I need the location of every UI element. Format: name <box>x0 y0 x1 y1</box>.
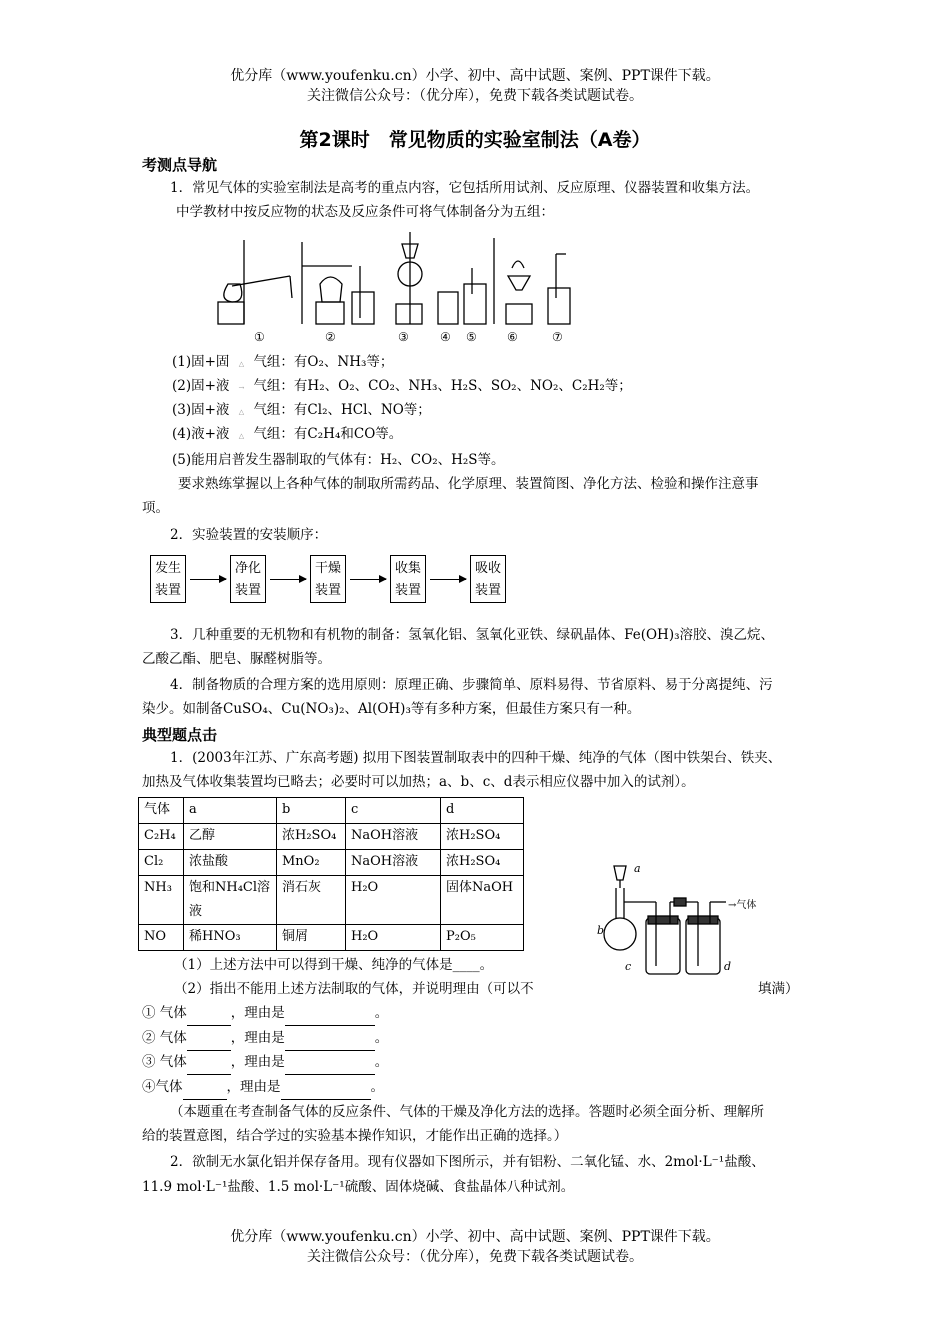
table-cell: 饱和NH₄Cl溶液 <box>184 876 277 925</box>
para-6a: 要求熟练掌握以上各种气体的制取所需药品、化学原理、装置简图、净化方法、检验和操作注意事 <box>178 476 759 492</box>
group-1-condition: △ <box>238 360 245 368</box>
answer-blank-gas[interactable] <box>187 1001 231 1026</box>
apparatus-label-4: ④ <box>440 330 451 344</box>
para-9a: 4．制备物质的合理方案的选用原则：原理正确、步骤简单、原料易得、节省原料、易于分离提纯、污 <box>170 677 773 693</box>
group-5: (5)能用启普发生器制取的气体有：H₂、CO₂、H₂S等。 <box>172 452 505 468</box>
gas-apparatus-figure <box>210 228 590 346</box>
table-cell: MnO₂ <box>277 850 346 876</box>
table-cell: H₂O <box>346 925 441 951</box>
section-heading-typical: 典型题点击 <box>142 726 218 744</box>
question-1-part-1: （1）上述方法中可以得到干燥、纯净的气体是____。 <box>174 957 494 973</box>
figure-label-d: d <box>724 960 732 973</box>
table-header-row <box>139 798 524 824</box>
table-header: d <box>441 798 524 824</box>
apparatus-label-7: ⑦ <box>552 330 563 344</box>
para-2: 中学教材中按反应物的状态及反应条件可将气体制备分为五组： <box>176 204 554 220</box>
table-header: b <box>277 798 346 824</box>
answer-blank-gas[interactable] <box>187 1050 231 1075</box>
flow-arrow <box>430 579 466 580</box>
header-line-1: 优分库（www.youfenku.cn）小学、初中、高中试题、案例、PPT课件下载。 <box>230 68 720 84</box>
table-row <box>139 850 524 876</box>
question-2a: 2．欲制无水氯化铝并保存备用。现有仪器如下图所示，并有铝粉、二氧化锰、水、2mol·L⁻¹盐酸、 <box>170 1154 765 1170</box>
table-header: c <box>346 798 441 824</box>
flow-box-purification: 净化 装置 <box>230 555 266 603</box>
table-cell: 浓盐酸 <box>184 850 277 876</box>
page-title: 第2课时 常见物质的实验室制法（A卷） <box>299 129 651 151</box>
group-3-prefix: (3)固+液 <box>172 402 230 418</box>
flow-arrow <box>350 579 386 580</box>
apparatus-label-6: ⑥ <box>507 330 518 344</box>
table-cell: NaOH溶液 <box>346 850 441 876</box>
question-1-part-2-end: 填满） <box>758 981 799 997</box>
apparatus-label-5: ⑤ <box>466 330 477 344</box>
table-cell: 浓H₂SO₄ <box>441 850 524 876</box>
apparatus-label-3: ③ <box>398 330 409 344</box>
group-1-text: 气组：有O₂、NH₃等； <box>253 354 394 370</box>
figure-label-gas: →气体 <box>728 900 757 911</box>
group-3-condition: △ <box>238 408 245 416</box>
table-cell: C₂H₄ <box>139 824 184 850</box>
table-cell: NO <box>139 925 184 951</box>
table-cell: 乙醇 <box>184 824 277 850</box>
table-header: 气体 <box>139 798 184 824</box>
answer-blank-gas[interactable] <box>183 1075 227 1100</box>
table-row <box>139 925 524 951</box>
figure-label-a: a <box>634 862 641 875</box>
table-cell: H₂O <box>346 876 441 925</box>
table-header: a <box>184 798 277 824</box>
group-2-prefix: (2)固+液 <box>172 378 230 394</box>
table-cell: NH₃ <box>139 876 184 925</box>
group-2-condition: → <box>238 384 245 392</box>
table-cell: 消石灰 <box>277 876 346 925</box>
apparatus-label-1: ① <box>254 330 265 344</box>
flow-box-absorption: 吸收 装置 <box>470 555 506 603</box>
note-a: （本题重在考查制备气体的反应条件、气体的干燥及净化方法的选择。答题时必须全面分析、理解所 <box>170 1104 764 1120</box>
flow-arrow <box>190 579 226 580</box>
question-1b: 加热及气体收集装置均已略去；必要时可以加热；a、b、c、d表示相应仪器中加入的试剂）。 <box>142 774 695 790</box>
flow-box-drying: 干燥 装置 <box>310 555 346 603</box>
answer-blank-reason[interactable] <box>285 1026 375 1051</box>
group-1-prefix: (1)固+固 <box>172 354 230 370</box>
group-4-text: 气组：有C₂H₄和CO等。 <box>253 426 403 442</box>
answer-blank-reason[interactable] <box>285 1050 375 1075</box>
figure-label-c: c <box>625 960 632 973</box>
group-2 <box>172 374 632 400</box>
para-9b: 染少。如制备CuSO₄、Cu(NO₃)₂、Al(OH)₃等有多种方案，但最佳方案只有一种。 <box>142 701 641 717</box>
table-cell: NaOH溶液 <box>346 824 441 850</box>
answer-line-4: ④气体 ，理由是 。 <box>142 1075 384 1100</box>
group-4-prefix: (4)液+液 <box>172 426 230 442</box>
answer-blank-reason[interactable] <box>285 1001 375 1026</box>
group-3 <box>172 398 431 424</box>
flow-box-collection: 收集 装置 <box>390 555 426 603</box>
question-1a: 1．(2003年江苏、广东高考题) 拟用下图装置制取表中的四种干燥、纯净的气体（图中铁架台、铁夹、 <box>170 750 782 766</box>
table-cell: 浓H₂SO₄ <box>441 824 524 850</box>
gas-reagent-table <box>138 797 524 951</box>
group-3-text: 气组：有Cl₂、HCl、NO等； <box>253 402 431 418</box>
flow-arrow <box>270 579 306 580</box>
table-cell: 稀HNO₃ <box>184 925 277 951</box>
group-4-condition: △ <box>238 432 245 440</box>
footer-line-1: 优分库（www.youfenku.cn）小学、初中、高中试题、案例、PPT课件下载。 <box>230 1229 720 1245</box>
para-8a: 3．几种重要的无机物和有机物的制备：氢氧化铝、氢氧化亚铁、绿矾晶体、Fe(OH)₃溶胶、溴乙烷、 <box>170 627 774 643</box>
para-7: 2．实验装置的安装顺序： <box>170 527 328 543</box>
table-cell: 固体NaOH <box>441 876 524 925</box>
group-1 <box>172 350 393 376</box>
section-heading-guide: 考测点导航 <box>142 156 218 174</box>
table-cell: P₂O₅ <box>441 925 524 951</box>
table-row <box>139 876 524 925</box>
question-1-part-2: （2）指出不能用上述方法制取的气体，并说明理由（可以不 <box>174 981 534 997</box>
note-b: 给的装置意图，结合学过的实验基本操作知识，才能作出正确的选择。） <box>142 1128 568 1144</box>
footer-line-2: 关注微信公众号：（优分库），免费下载各类试题试卷。 <box>307 1249 643 1265</box>
header-line-2: 关注微信公众号：（优分库），免费下载各类试题试卷。 <box>307 88 643 104</box>
table-cell: Cl₂ <box>139 850 184 876</box>
table-cell: 浓H₂SO₄ <box>277 824 346 850</box>
answer-line-3: ③ 气体 ，理由是 。 <box>142 1050 388 1075</box>
para-8b: 乙酸乙酯、肥皂、脲醛树脂等。 <box>142 651 331 667</box>
answer-line-2: ② 气体 ，理由是 。 <box>142 1026 388 1051</box>
question-2b: 11.9 mol·L⁻¹盐酸、1.5 mol·L⁻¹硫酸、固体烧碱、食盐晶体八种试剂。 <box>142 1179 575 1195</box>
para-6b: 项。 <box>142 500 169 516</box>
table-cell: 铜屑 <box>277 925 346 951</box>
apparatus-label-2: ② <box>325 330 336 344</box>
answer-blank-reason[interactable] <box>281 1075 371 1100</box>
table-row <box>139 824 524 850</box>
answer-line-1: ① 气体 ，理由是 。 <box>142 1001 388 1026</box>
figure-label-b: b <box>597 924 605 937</box>
group-2-text: 气组：有H₂、O₂、CO₂、NH₃、H₂S、SO₂、NO₂、C₂H₂等； <box>253 378 632 394</box>
flow-box-generation: 发生 装置 <box>150 555 186 603</box>
para-1: 1．常见气体的实验室制法是高考的重点内容，它包括所用试剂、反应原理、仪器装置和收集方法。 <box>170 180 760 196</box>
group-4 <box>172 422 402 448</box>
answer-blank-gas[interactable] <box>187 1026 231 1051</box>
